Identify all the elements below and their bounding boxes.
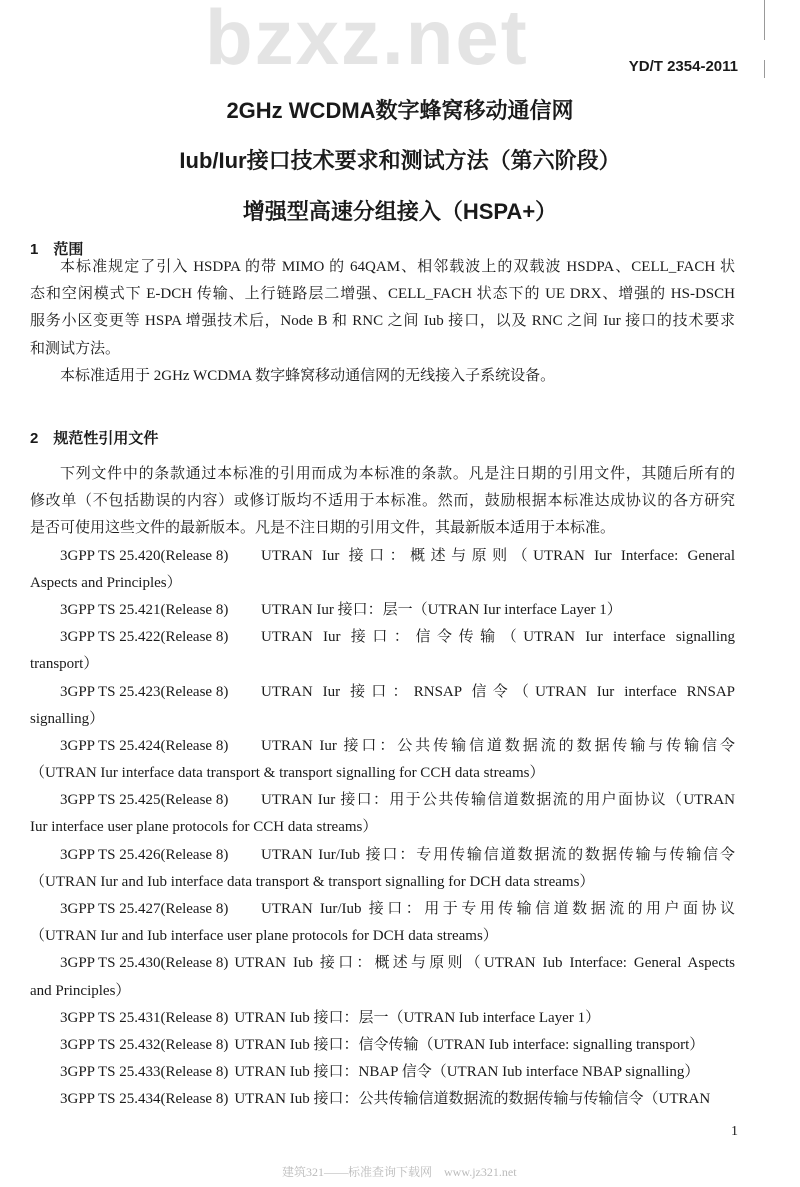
reference-title-continued: （UTRAN Iur and Iub interface user plane protocols for DCH data streams） (30, 928, 498, 945)
reference-code: 3GPP TS 25.427(Release 8) (60, 901, 229, 917)
reference-title: UTRAN Iub 接口：概述与原则（UTRAN Iub Interface: General Aspects (234, 955, 735, 972)
reference-title-continued: signalling） (30, 710, 105, 727)
reference-code: 3GPP TS 25.422(Release 8) (60, 629, 229, 646)
reference-title: UTRAN Iub 接口：公共传输信道数据流的数据传输与传输信令（UTRAN (234, 1091, 711, 1108)
reference-entry (30, 842, 735, 869)
reference-code: 3GPP TS 25.430(Release 8) (60, 955, 229, 972)
page-number: 1 (731, 1124, 738, 1139)
reference-title: UTRAN Iur 接口：RNSAP 信令（UTRAN Iur interface RNSAP (261, 683, 735, 700)
paragraph-line: 和测试方法。 (30, 340, 121, 357)
watermark: bzxz.net (205, 0, 529, 81)
reference-title: UTRAN Iub 接口：信令传输（UTRAN Iub interface: signalling transport） (234, 1036, 705, 1053)
paragraph-line: 本标准规定了引入 HSDPA 的带 MIMO 的 64QAM、相邻载波上的双载波 HSDPA、CELL_FACH 状 (60, 259, 735, 275)
reference-title-continued: （UTRAN Iur and Iub interface data transport & transport signalling for DCH data streams） (30, 873, 595, 890)
reference-code: 3GPP TS 25.434(Release 8) (60, 1091, 229, 1108)
reference-code: 3GPP TS 25.421(Release 8) (60, 601, 229, 618)
footer-source: 建筑321——标准查询下载网 www.jz321.net (282, 1165, 517, 1179)
reference-title: UTRAN Iur 接口：信令传输（UTRAN Iur interface signalling (261, 629, 735, 646)
reference-entry (30, 679, 735, 706)
page-edge-mark (764, 60, 765, 78)
reference-entry (30, 624, 735, 651)
reference-title: UTRAN Iur/Iub 接口：用于专用传输信道数据流的用户面协议 (261, 901, 735, 917)
reference-entry (30, 896, 735, 923)
paragraph-line: 下列文件中的条款通过本标准的引用而成为本标准的条款。凡是注日期的引用文件，其随后所有的 (60, 466, 735, 482)
reference-entry (30, 950, 735, 977)
reference-entry (30, 597, 735, 624)
reference-title: UTRAN Iub 接口：NBAP 信令（UTRAN Iub interface NBAP signalling） (234, 1064, 700, 1081)
reference-code: 3GPP TS 25.424(Release 8) (60, 737, 229, 754)
paragraph-line: 修改单（不包括勘误的内容）或修订版均不适用于本标准。然而，鼓励根据本标准达成协议的各方研究 (30, 493, 735, 510)
reference-entry (30, 1059, 735, 1086)
reference-code: 3GPP TS 25.426(Release 8) (60, 846, 229, 863)
reference-code: 3GPP TS 25.420(Release 8) (60, 547, 229, 564)
paragraph-line: 是否可使用这些文件的最新版本。凡是不注日期的引用文件，其最新版本适用于本标准。 (30, 520, 616, 537)
reference-code: 3GPP TS 25.431(Release 8) (60, 1009, 229, 1026)
title-line-3: 增强型高速分组接入（HSPA+） (242, 199, 558, 224)
section-2-heading: 2 规范性引用文件 (30, 430, 159, 447)
section-1-heading: 1 范围 (30, 241, 84, 258)
paragraph-line: 本标准适用于 2GHz WCDMA 数字蜂窝移动通信网的无线接入子系统设备。 (60, 367, 556, 384)
reference-title-continued: （UTRAN Iur interface data transport & transport signalling for CCH data streams） (30, 765, 545, 782)
reference-entry (30, 1032, 735, 1059)
reference-entry (30, 733, 735, 760)
reference-code: 3GPP TS 25.423(Release 8) (60, 683, 229, 700)
paragraph-line: 服务小区变更等 HSPA 增强技术后，Node B 和 RNC 之间 Iub 接口，以及 RNC 之间 Iur 接口的技术要求 (30, 313, 735, 330)
reference-entry (30, 543, 735, 570)
title-line-1: 2GHz WCDMA数字蜂窝移动通信网 (226, 98, 574, 123)
title-line-2: Iub/Iur接口技术要求和测试方法（第六阶段） (179, 148, 621, 173)
reference-title-continued: and Principles） (30, 982, 131, 999)
reference-code: 3GPP TS 25.433(Release 8) (60, 1064, 229, 1081)
standard-number: YD/T 2354-2011 (628, 58, 738, 75)
reference-entry (30, 1005, 735, 1032)
reference-entry (30, 787, 735, 814)
reference-code: 3GPP TS 25.432(Release 8) (60, 1036, 229, 1053)
reference-code: 3GPP TS 25.425(Release 8) (60, 792, 229, 809)
section-2-body (30, 461, 735, 1114)
paragraph-line: 态和空闲模式下 E-DCH 传输、上行链路层二增强、CELL_FACH 状态下的 UE DRX、增强的 HS-DSCH (30, 286, 735, 303)
reference-entry (30, 1086, 735, 1113)
reference-title-continued: transport） (30, 656, 99, 673)
reference-title: UTRAN Iur 接口：层一（UTRAN Iur interface Layer 1） (261, 601, 622, 618)
reference-title: UTRAN Iur 接口：概述与原则（UTRAN Iur Interface: General (261, 547, 735, 564)
reference-title: UTRAN Iub 接口：层一（UTRAN Iub interface Layer 1） (234, 1009, 601, 1026)
reference-title: UTRAN Iur 接口：公共传输信道数据流的数据传输与传输信令 (261, 737, 735, 754)
reference-title: UTRAN Iur/Iub 接口：专用传输信道数据流的数据传输与传输信令 (261, 846, 735, 863)
section-1-body (30, 254, 735, 390)
reference-title-continued: Aspects and Principles） (30, 574, 182, 591)
page-edge-mark (764, 0, 765, 40)
reference-title-continued: Iur interface user plane protocols for CCH data streams） (30, 819, 378, 836)
reference-title: UTRAN Iur 接口：用于公共传输信道数据流的用户面协议（UTRAN (261, 792, 735, 809)
